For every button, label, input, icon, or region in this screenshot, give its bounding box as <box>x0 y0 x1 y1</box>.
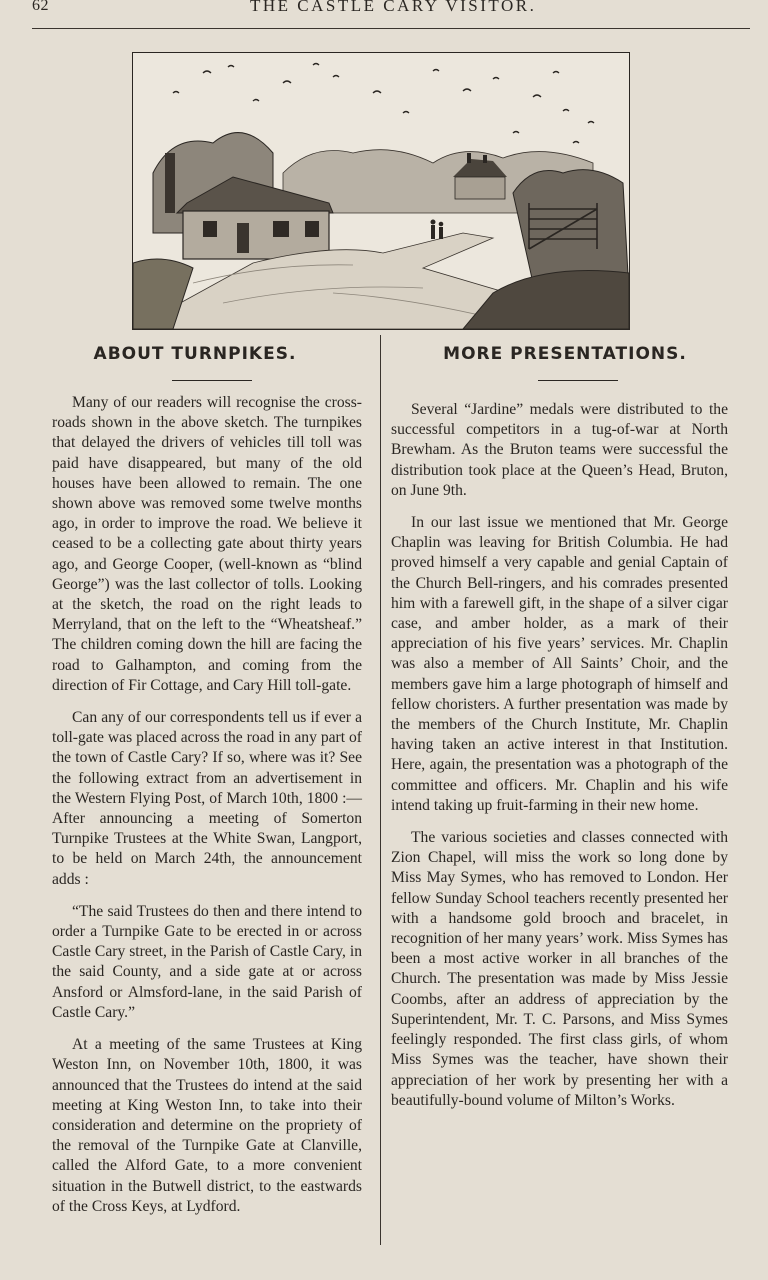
left-heading-rule <box>172 380 252 381</box>
header-rule <box>32 28 750 29</box>
left-paragraph-1: Many of our readers will recognise the cross-roads shown in the above sketch. The turnpikes that delayed the drivers of vehicles till toll was paid have disappeared, but many of the old houses have been allowed to remain. The one shown above was removed some twelve months ago, in order to improve the road. We believe it ceased to be a collecting gate about thirty years ago, and George Cooper, (well-known as “blind George”) was the last collector of tolls. Looking at the sketch, the road on the right leads to Merryland, that on the left to the “Wheatsheaf.” The children coming down the hill are facing the road to Galhampton, and coming from the direction of Fir Cottage, and Cary Hill toll-gate. <box>52 394 362 694</box>
turnpike-sketch-illustration <box>132 52 630 330</box>
right-heading-rule <box>538 380 618 381</box>
right-paragraph-3: The various societies and classes connected with Zion Chapel, will miss the work so long done by Miss May Symes, who has removed to London. Her fellow Sunday School teachers recently presented her with a handsome gold brooch and bracelet, in recognition of her many years’ work. Miss Symes has been a most active worker in all branches of the Church. The presentation was made by Miss Jessie Coombs, after an address of appreciation by the Superintendent, Mr. T. C. Parsons, and Miss Symes feelingly responded. The first class girls, of whom Miss Symes was the teacher, have shown their appreciation of her work by presenting her with a beautifully-bound volume of Milton’s Works. <box>391 829 728 1109</box>
left-article-body <box>52 393 362 1229</box>
right-paragraph-2: In our last issue we mentioned that Mr. George Chaplin was leaving for British Columbia. He had proved himself a very capable and genial Captain of the Church Bell-ringers, and his comrades presented him with a farewell gift, in the shape of a silver cigar case, and amber holder, as a mark of their appreciation of his five years’ services. Mr. Chaplin was also a member of All Saints’ Choir, and the members gave him a large photograph of himself and fellow choristers. A further presentation was made by the members of the Church Institute, Mr. Chaplin having taken an active interest in that Institution. Here, again, the presentation was a photograph of the committee and officers. Mr. Chaplin and his wife intend taking up fruit-farming in their new home. <box>391 514 728 814</box>
left-paragraph-4: At a meeting of the same Trustees at King Weston Inn, on November 10th, 1800, it was announced that the Trustees do intend at the said meeting at King Weston Inn, to take into their consideration and determine on the propriety of the removal of the Turnpike Gate at Clanville, called the Alford Gate, to a more convenient situation in the Butwell district, to the eastwards of the Cross Keys, at Lydford. <box>52 1036 362 1215</box>
left-paragraph-2: Can any of our correspondents tell us if ever a toll-gate was placed across the road in any part of the town of Castle Cary? If so, where was it? See the following extract from an advertisement in the Western Flying Post, of March 10th, 1800 :—After announcing a meeting of Somerton Turnpike Trustees at the White Swan, Langport, to be held on March 24th, the announcement adds : <box>52 709 362 888</box>
running-title: THE CASTLE CARY VISITOR. <box>250 0 537 15</box>
left-article-heading: ABOUT TURNPIKES. <box>93 344 297 364</box>
right-paragraph-1: Several “Jardine” medals were distributed to the successful competitors in a tug-of-war at North Brewham. As the Bruton teams were successful the distribution took place at the Queen’s Head, Bruton, on June 9th. <box>391 401 728 499</box>
column-divider <box>380 335 381 1245</box>
turnpike-sketch-icon <box>133 53 629 329</box>
children-figures <box>431 220 444 240</box>
left-paragraph-3: “The said Trustees do then and there intend to order a Turnpike Gate to be erected in or across Castle Cary street, in the Parish of Castle Cary, in the said County, and a side gate at or across Ansford or Almsford-lane, in the said Parish of Castle Cary.” <box>52 902 362 1021</box>
right-article-body <box>391 400 728 1123</box>
birds <box>173 64 594 144</box>
page-number: 62 <box>32 0 49 14</box>
right-article-heading: MORE PRESENTATIONS. <box>443 344 687 364</box>
